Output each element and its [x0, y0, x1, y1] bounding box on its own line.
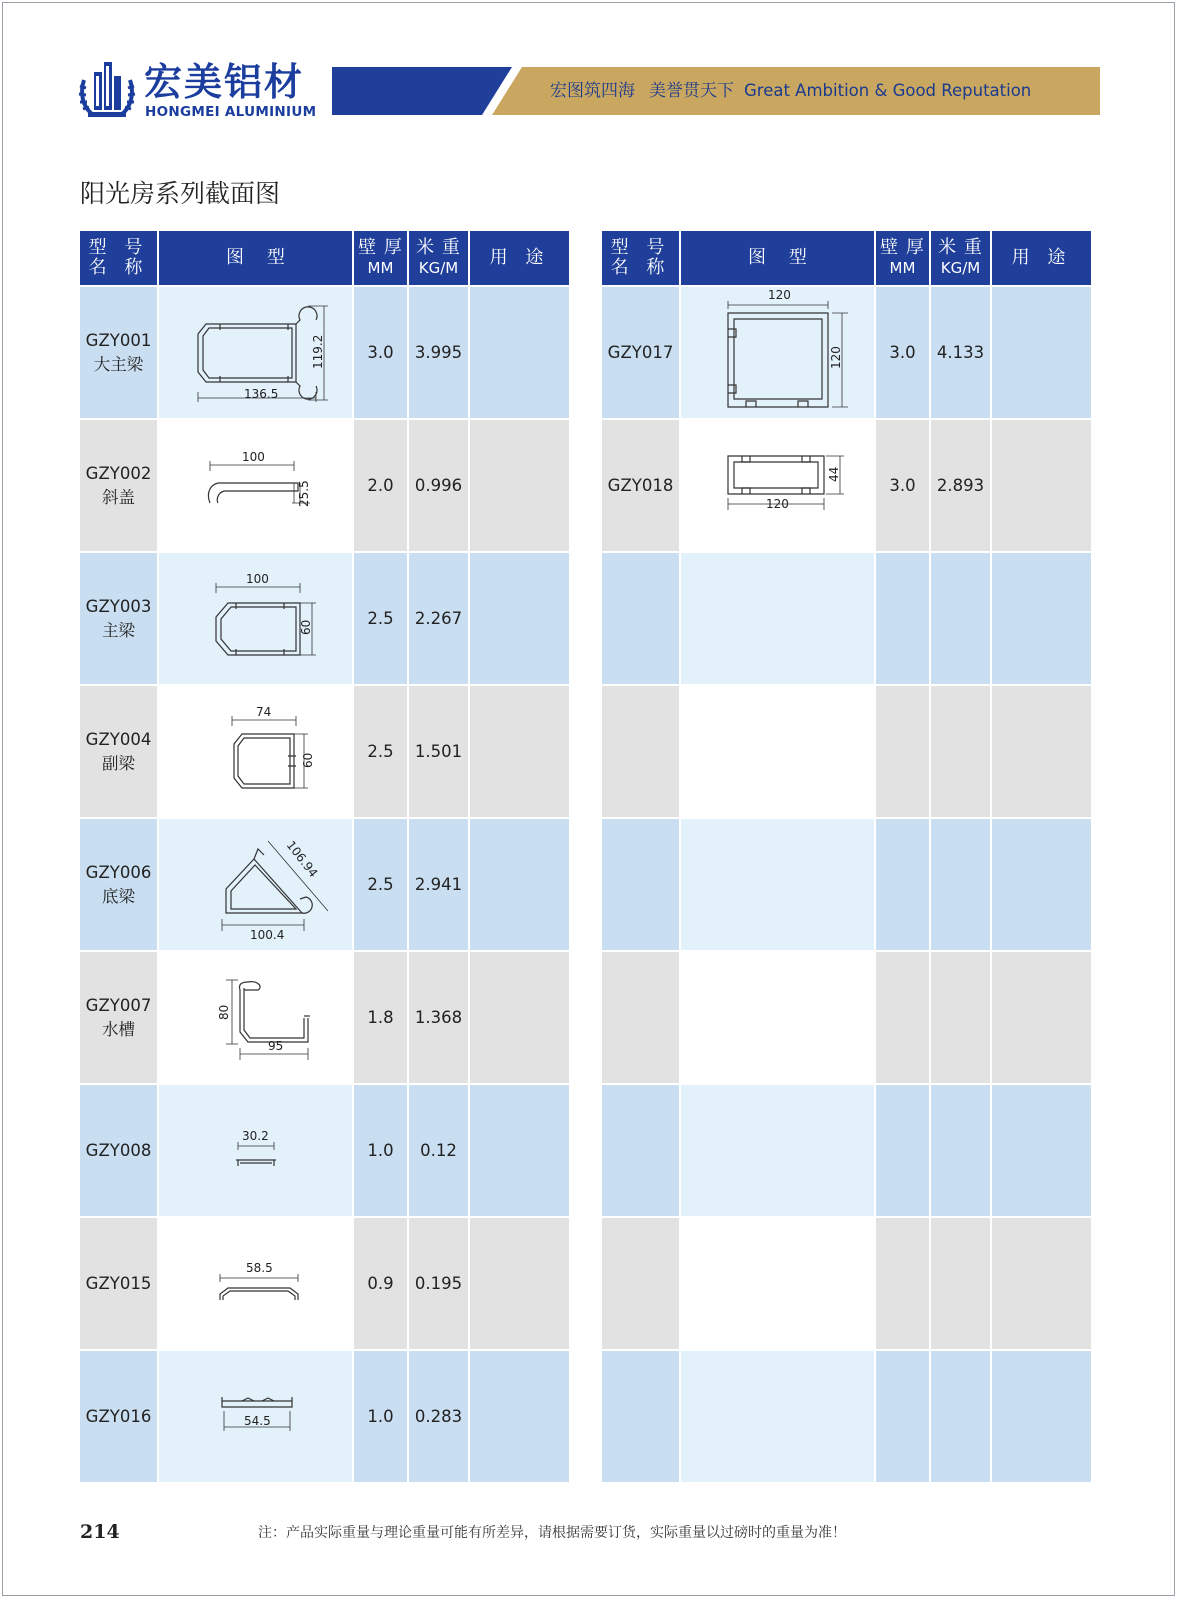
model-code: GZY006 — [85, 862, 152, 882]
dim-width: 120 — [765, 496, 789, 511]
thickness-cell: 3.0 — [876, 420, 929, 551]
table-row — [80, 553, 569, 684]
table-row — [602, 1218, 1091, 1349]
dim-width: 136.5 — [243, 386, 278, 401]
weight-cell: 0.195 — [409, 1218, 468, 1349]
dim-width: 54.5 — [243, 1413, 271, 1428]
model-cell — [80, 1351, 157, 1482]
figure-cell — [681, 1351, 874, 1482]
table-header-row — [602, 231, 1091, 285]
weight-cell: 3.995 — [409, 287, 468, 418]
figure-cell — [159, 287, 352, 418]
table-row — [602, 287, 1091, 418]
profile-drawing-gzy002 — [176, 451, 336, 521]
figure-cell — [681, 686, 874, 817]
header-weight: 米 重 KG/M — [931, 231, 990, 285]
usage-cell — [992, 287, 1091, 418]
weight-cell: 2.893 — [931, 420, 990, 551]
thickness-cell — [876, 1085, 929, 1216]
dim-height: 119.2 — [310, 334, 325, 369]
thickness-cell: 2.5 — [354, 686, 407, 817]
weight-cell: 1.368 — [409, 952, 468, 1083]
table-header-row — [80, 231, 569, 285]
logo-emblem-icon — [78, 58, 136, 122]
usage-cell — [992, 686, 1091, 817]
figure-cell — [159, 1351, 352, 1482]
model-cell — [602, 1085, 679, 1216]
thickness-cell — [876, 1218, 929, 1349]
profile-drawing-gzy008 — [176, 1126, 336, 1176]
profile-drawing-gzy007 — [176, 968, 336, 1068]
table-row — [602, 420, 1091, 551]
figure-cell — [159, 420, 352, 551]
model-cell — [602, 420, 679, 551]
thickness-cell: 2.5 — [354, 553, 407, 684]
thickness-cell: 1.0 — [354, 1085, 407, 1216]
dim-height: 120 — [828, 345, 843, 369]
usage-cell — [470, 819, 569, 950]
weight-cell — [931, 819, 990, 950]
model-name: 水槽 — [102, 1019, 135, 1039]
usage-cell — [470, 287, 569, 418]
usage-cell — [992, 553, 1091, 684]
table-row — [80, 420, 569, 551]
usage-cell — [470, 1085, 569, 1216]
thickness-cell: 3.0 — [354, 287, 407, 418]
model-cell — [602, 553, 679, 684]
model-cell — [80, 952, 157, 1083]
header-model: 型 号 名 称 — [80, 231, 157, 285]
weight-cell: 1.501 — [409, 686, 468, 817]
table-row — [602, 553, 1091, 684]
model-code: GZY002 — [85, 463, 152, 483]
footer-note: 注：产品实际重量与理论重量可能有所差异，请根据需要订货，实际重量以过磅时的重量为准！ — [258, 1525, 846, 1541]
usage-cell — [470, 952, 569, 1083]
model-code: GZY007 — [85, 995, 152, 1015]
figure-cell — [681, 553, 874, 684]
dim-height: 60 — [298, 619, 313, 635]
table-row — [602, 952, 1091, 1083]
usage-cell — [470, 686, 569, 817]
model-cell — [80, 686, 157, 817]
model-cell — [602, 686, 679, 817]
model-cell — [80, 819, 157, 950]
weight-cell: 2.267 — [409, 553, 468, 684]
slogan-cn-2: 美誉贯天下 — [649, 81, 734, 101]
model-cell — [602, 287, 679, 418]
table-row — [602, 1351, 1091, 1482]
dim-width: 100 — [245, 571, 269, 586]
thickness-cell — [876, 553, 929, 684]
model-name: 斜盖 — [102, 487, 135, 507]
figure-cell — [681, 420, 874, 551]
thickness-cell — [876, 1351, 929, 1482]
table-row — [80, 1218, 569, 1349]
figure-cell — [159, 819, 352, 950]
profile-drawing-gzy006 — [176, 825, 336, 945]
header-figure: 图 型 — [159, 231, 352, 285]
profile-table-right — [600, 229, 1093, 1484]
model-name: 大主梁 — [93, 354, 144, 374]
profile-drawing-gzy001 — [176, 294, 336, 412]
weight-cell — [931, 1218, 990, 1349]
dim-width: 100 — [241, 450, 265, 464]
figure-cell — [159, 1085, 352, 1216]
weight-cell: 0.283 — [409, 1351, 468, 1482]
model-cell — [80, 420, 157, 551]
profile-drawing-gzy004 — [176, 704, 336, 800]
model-code: GZY004 — [85, 729, 152, 749]
table-row — [602, 819, 1091, 950]
table-row — [80, 1351, 569, 1482]
slogan-cn-1: 宏图筑四海 — [550, 81, 635, 101]
model-code: GZY001 — [85, 330, 152, 350]
weight-cell: 0.12 — [409, 1085, 468, 1216]
model-cell — [602, 819, 679, 950]
weight-cell — [931, 1085, 990, 1216]
dim-width: 58.5 — [245, 1260, 273, 1275]
weight-cell — [931, 1351, 990, 1482]
usage-cell — [470, 420, 569, 551]
header-model: 型 号 名 称 — [602, 231, 679, 285]
usage-cell — [992, 1351, 1091, 1482]
weight-cell: 4.133 — [931, 287, 990, 418]
thickness-cell — [876, 819, 929, 950]
table-row — [80, 952, 569, 1083]
usage-cell — [992, 952, 1091, 1083]
header-thickness: 壁 厚 MM — [354, 231, 407, 285]
dim-width: 30.2 — [241, 1128, 269, 1143]
figure-cell — [681, 1085, 874, 1216]
thickness-cell: 2.0 — [354, 420, 407, 551]
table-row — [80, 1085, 569, 1216]
thickness-cell: 1.8 — [354, 952, 407, 1083]
table-row — [602, 1085, 1091, 1216]
dim-width: 95 — [267, 1038, 283, 1053]
weight-cell — [931, 952, 990, 1083]
header-slogan — [550, 69, 1031, 113]
page-title: 阳光房系列截面图 — [80, 179, 281, 208]
thickness-cell: 3.0 — [876, 287, 929, 418]
model-code: GZY018 — [607, 475, 674, 495]
figure-cell — [159, 553, 352, 684]
model-cell — [602, 1351, 679, 1482]
usage-cell — [992, 1085, 1091, 1216]
model-cell — [80, 1218, 157, 1349]
usage-cell — [992, 420, 1091, 551]
thickness-cell: 2.5 — [354, 819, 407, 950]
dim-width: 74 — [255, 704, 271, 719]
profile-drawing-gzy015 — [176, 1256, 336, 1312]
model-cell — [80, 287, 157, 418]
thickness-cell: 0.9 — [354, 1218, 407, 1349]
model-cell — [80, 553, 157, 684]
profile-drawing-gzy016 — [176, 1387, 336, 1447]
table-row — [80, 287, 569, 418]
model-cell — [602, 952, 679, 1083]
figure-cell — [681, 287, 874, 418]
model-name: 底梁 — [102, 886, 135, 906]
dim-width: 120 — [767, 288, 791, 302]
dim-diagonal: 106.94 — [283, 837, 321, 880]
figure-cell — [159, 952, 352, 1083]
dim-height: 25.5 — [296, 479, 311, 507]
dim-height: 44 — [826, 466, 841, 482]
brand-logo — [78, 58, 318, 122]
thickness-cell: 1.0 — [354, 1351, 407, 1482]
usage-cell — [992, 1218, 1091, 1349]
model-code: GZY008 — [85, 1140, 152, 1160]
profile-drawing-gzy017 — [698, 289, 858, 417]
brand-name-en: HONGMEI ALUMINIUM — [145, 104, 317, 120]
slogan-en: Great Ambition & Good Reputation — [744, 81, 1032, 100]
profile-drawing-gzy003 — [176, 571, 336, 667]
header-usage: 用 途 — [992, 231, 1091, 285]
model-cell — [80, 1085, 157, 1216]
figure-cell — [681, 819, 874, 950]
header-figure: 图 型 — [681, 231, 874, 285]
usage-cell — [470, 1218, 569, 1349]
dim-width: 100.4 — [249, 927, 284, 942]
profile-table-left — [78, 229, 571, 1484]
figure-cell — [159, 1218, 352, 1349]
weight-cell — [931, 686, 990, 817]
page-number: 214 — [80, 1521, 120, 1543]
usage-cell — [470, 1351, 569, 1482]
dim-height: 60 — [300, 752, 315, 768]
header-weight: 米 重 KG/M — [409, 231, 468, 285]
model-name: 主梁 — [102, 620, 135, 640]
weight-cell — [931, 553, 990, 684]
figure-cell — [159, 686, 352, 817]
thickness-cell — [876, 686, 929, 817]
weight-cell: 2.941 — [409, 819, 468, 950]
usage-cell — [992, 819, 1091, 950]
model-name: 副梁 — [102, 753, 135, 773]
model-code: GZY016 — [85, 1406, 152, 1426]
table-row — [80, 686, 569, 817]
figure-cell — [681, 952, 874, 1083]
weight-cell: 0.996 — [409, 420, 468, 551]
table-row — [80, 819, 569, 950]
profile-drawing-gzy018 — [698, 448, 858, 524]
model-code: GZY015 — [85, 1273, 152, 1293]
model-cell — [602, 1218, 679, 1349]
dim-height: 80 — [216, 1004, 231, 1020]
model-code: GZY017 — [607, 342, 674, 362]
table-row — [602, 686, 1091, 817]
header-thickness: 壁 厚 MM — [876, 231, 929, 285]
usage-cell — [470, 553, 569, 684]
brand-name-cn: 宏美铝材 — [144, 60, 305, 104]
figure-cell — [681, 1218, 874, 1349]
thickness-cell — [876, 952, 929, 1083]
header-usage: 用 途 — [470, 231, 569, 285]
model-code: GZY003 — [85, 596, 152, 616]
